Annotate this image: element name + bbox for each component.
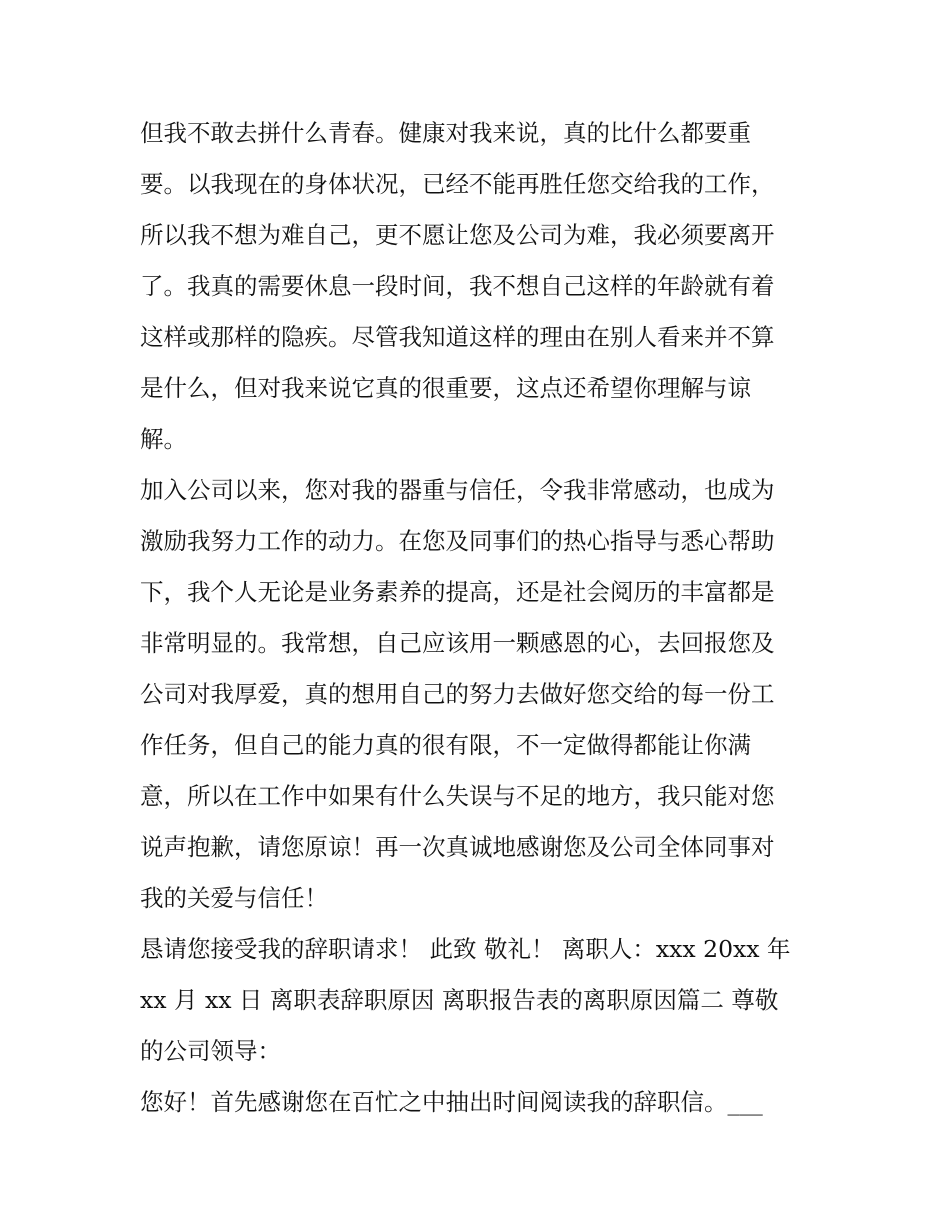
text-line: 非常明显的。我常想，自己应该用一颗感恩的心，去回报您及 <box>140 629 775 657</box>
text-line: 要。以我现在的身体状况，已经不能再胜任您交给我的工作， <box>140 170 775 198</box>
text-line: 了。我真的需要休息一段时间，我不想自己这样的年龄就有着 <box>140 272 775 300</box>
body-text <box>140 108 820 1128</box>
text-line: 所以我不想为难自己，更不愿让您及公司为难，我必须要离开 <box>140 221 775 249</box>
text-line: 加入公司以来，您对我的器重与信任，令我非常感动，也成为 <box>140 476 775 504</box>
text-line: 您好！首先感谢您在百忙之中抽出时间阅读我的辞职信。___ <box>140 1088 763 1116</box>
text-line: 公司对我厚爱，真的想用自己的努力去做好您交给的每一份工 <box>140 680 775 708</box>
text-line: 的公司领导： <box>140 1037 281 1065</box>
text-line: 解。 <box>140 425 187 453</box>
text-line: 下，我个人无论是业务素养的提高，还是社会阅历的丰富都是 <box>140 578 775 606</box>
text-line: 说声抱歉，请您原谅！再一次真诚地感谢您及公司全体同事对 <box>140 833 775 861</box>
text-line: 意，所以在工作中如果有什么失误与不足的地方，我只能对您 <box>140 782 775 810</box>
text-line: 但我不敢去拼什么青春。健康对我来说，真的比什么都要重 <box>140 119 751 147</box>
text-line: 我的关爱与信任！ <box>140 884 328 912</box>
text-line: 激励我努力工作的动力。在您及同事们的热心指导与悉心帮助 <box>140 527 775 555</box>
text-line: 恳请您接受我的辞职请求！ 此致 敬礼！ 离职人：xxx 20xx 年 <box>140 935 791 963</box>
text-line: 这样或那样的隐疾。尽管我知道这样的理由在别人看来并不算 <box>140 323 775 351</box>
text-line: 是什么，但对我来说它真的很重要，这点还希望你理解与谅 <box>140 374 751 402</box>
text-line: xx 月 xx 日 离职表辞职原因 离职报告表的离职原因篇二 尊敬 <box>140 986 779 1014</box>
text-line: 作任务，但自己的能力真的很有限，不一定做得都能让你满 <box>140 731 751 759</box>
